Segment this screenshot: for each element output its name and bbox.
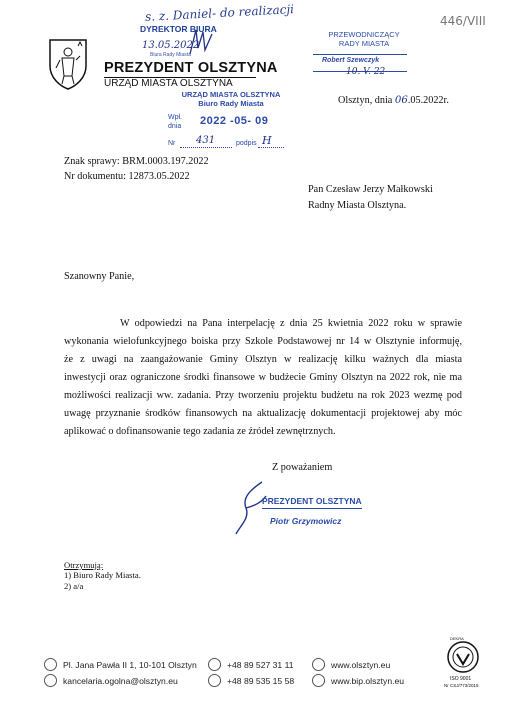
chairman-name: Robert Szewczyk [322,57,380,64]
body-line: wykonania wielofunkcyjnego boiska przy Szkole Podstawowej nr 14 w Olsztynie informuję, [64,336,462,347]
body-line: że z uwagi na zaangażowanie Gminy Olsztyn w realizację kilku ważnych dla miasta [64,354,462,365]
location-icon [44,658,57,671]
office-stamp-nr-label: Nr [168,140,176,147]
case-reference: Znak sprawy: BRM.0003.197.2022 [64,156,209,167]
distribution-heading: Otrzymują: [64,560,104,570]
signature-name: Piotr Grzymowicz [270,516,342,526]
footer-fax [208,674,294,687]
chairman-date: 10. V. 22 [346,67,386,77]
office-stamp-wpl: Wpł. [168,114,182,121]
footer-phone-text: +48 89 527 31 11 [227,659,294,670]
footer-web[interactable] [312,658,390,671]
body-line: W odpowiedzi na Pana interpelację z dnia 25 kwietnia 2022 roku w sprawie [120,318,462,329]
certification-badge-icon [446,640,480,674]
email-icon [44,674,57,687]
office-stamp-podpis-dots [258,147,284,148]
document-number: Nr dokumentu: 12873.05.2022 [64,171,190,182]
office-stamp-date: 2022 -05- 09 [200,115,269,127]
date-day-handwritten: 06 [394,95,408,106]
chairman-stamp-l2: RADY MIASTA [338,39,390,48]
globe-icon [312,658,325,671]
office-stamp-nr-value: 431 [196,135,216,146]
footer-email-text[interactable]: kancelaria.ogolna@olsztyn.eu [63,675,178,686]
footer-bip-text[interactable]: www.bip.olsztyn.eu [331,675,405,686]
footer-phone [208,658,294,671]
date-line [338,95,449,106]
footer-email[interactable] [44,674,178,687]
office-stamp [172,90,290,108]
office-stamp-podpis-label: podpis [236,140,257,147]
footer-address-text: Pl. Jana Pawła II 1, 10-101 Olsztyn [63,659,197,670]
footer-web-text[interactable]: www.olsztyn.eu [331,659,391,670]
certification-label: DEKRA [450,636,464,641]
handwritten-ref-number: 446/VIII [440,14,486,28]
date-suffix: .05.2022r. [407,95,449,106]
certification-iso: ISO 9001 [450,676,472,682]
header-title: PREZYDENT OLSZTYNA [104,60,278,76]
recipient-title: Radny Miasta Olsztyna. [308,200,407,211]
chairman-stamp [318,30,410,48]
director-signature [186,28,216,56]
footer-fax-text: +48 89 535 15 58 [227,675,295,686]
footer-bip[interactable] [312,674,404,687]
body-line: uwagę przyznanie środków finansowych na aktualizację dokumentacji projektowej aby móc [64,408,462,419]
body-line: inwestycji oraz ograniczone środki finansowe w budżecie Gminy Olsztyn na 2022 rok, nie ma [64,372,462,383]
certification-number: Nr CSJ/773/2015 [444,683,479,688]
office-stamp-dnia: dnia [168,123,182,130]
header-subtitle: URZĄD MIASTA OLSZTYNA [104,78,233,89]
fax-icon [208,674,221,687]
office-stamp-l2: Biuro Rady Miasta [198,99,264,108]
director-stamp-sub: Biura Rady Miasta [150,52,191,58]
chairman-stamp-l1: PRZEWODNICZĄCY [328,30,400,39]
olsztyn-coat-of-arms [48,38,88,90]
office-stamp-podpis-sig: H [262,134,272,147]
phone-icon [208,658,221,671]
handwritten-top-note: s. z. Daniel- do realizacji [144,2,295,24]
body-line: aplikować o dofinansowanie tego zadania ze źródeł zewnętrznych. [64,426,336,437]
greeting: Szanowny Panie, [64,271,135,282]
footer-address [44,658,197,671]
body-line: możliwości realizacji ww. zadania. Przy tworzeniu projektu budżetu na rok 2023 wezmę pod [64,390,462,401]
office-stamp-l1: URZĄD MIASTA OLSZTYNA [181,90,281,99]
distribution-item: 2) a/a [64,581,84,591]
director-handwritten-date: 13.05.2022 [142,40,200,51]
globe-icon [312,674,325,687]
signature-stamp-rule [262,508,362,509]
closing: Z poważaniem [272,462,333,473]
signature-stamp-title: PREZYDENT OLSZTYNA [262,496,362,506]
director-stamp-title: DYREKTOR BIURA [140,24,217,34]
date-prefix: Olsztyn, dnia [338,95,393,106]
recipient-name: Pan Czesław Jerzy Małkowski [308,184,433,195]
distribution-item: 1) Biuro Rady Miasta. [64,570,141,580]
office-stamp-nr-dots [180,147,232,148]
